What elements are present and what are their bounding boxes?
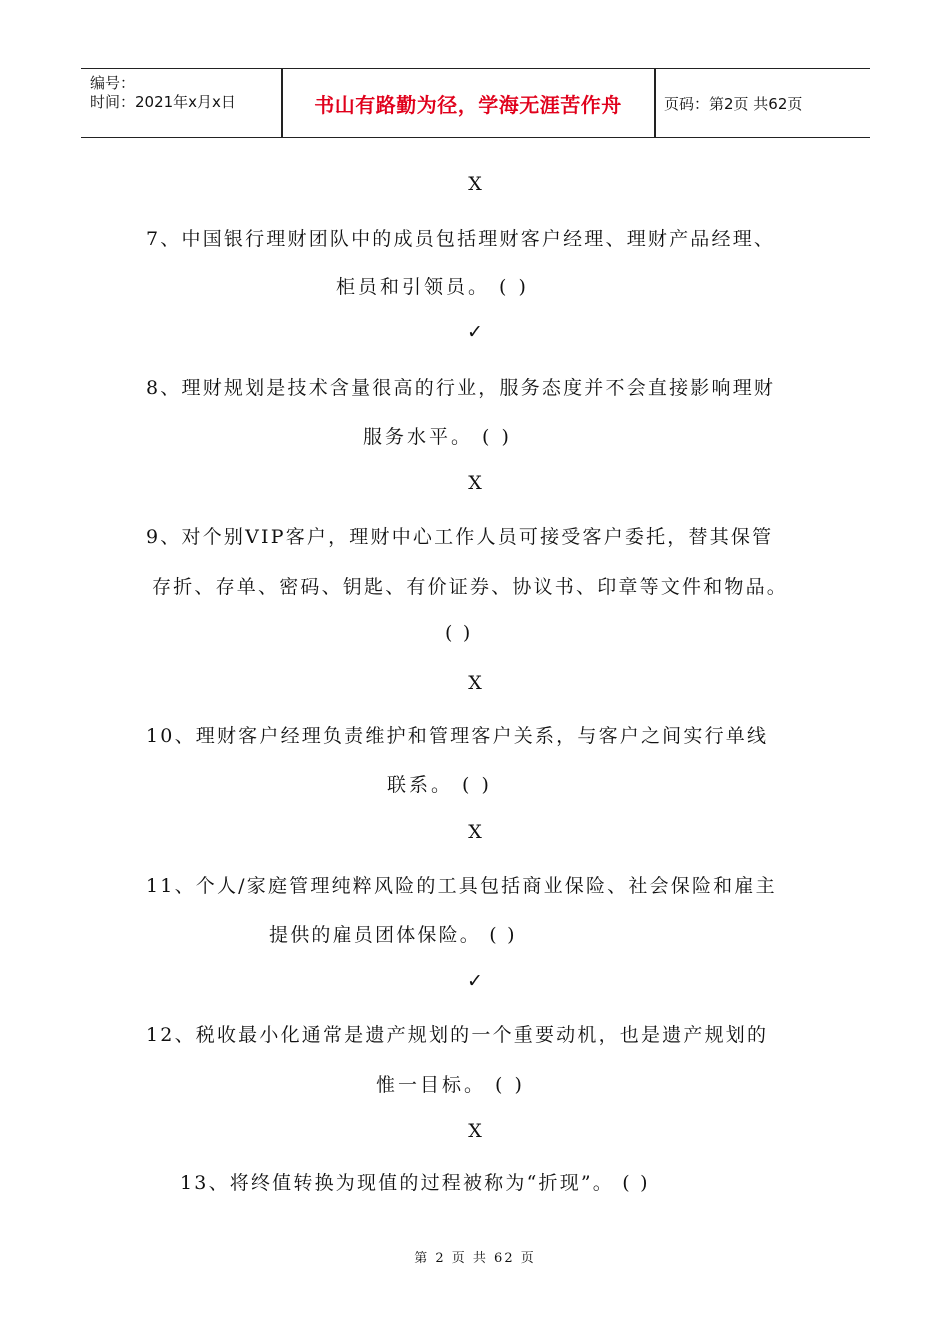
question-text: 13、将终值转换为现值的过程被称为“折现”。 ( ) [180, 1172, 650, 1194]
time-label: 时间：2021年x月x日 [90, 93, 236, 111]
question-text: 7、中国银行理财团队中的成员包括理财客户经理、理财产品经理、 [146, 228, 776, 250]
question-text: 存折、存单、密码、钥匙、有价证券、协议书、印章等文件和物品。 [152, 576, 789, 598]
question-text: 8、理财规划是技术含量很高的行业，服务态度并不会直接影响理财 [146, 377, 776, 399]
answer-mark: ✓ [467, 970, 483, 992]
question-text: 11、个人/家庭管理纯粹风险的工具包括商业保险、社会保险和雇主 [146, 875, 777, 897]
answer-mark: ✓ [467, 321, 483, 343]
number-label: 编号： [90, 74, 136, 92]
answer-mark: X [468, 821, 482, 843]
answer-mark: X [468, 672, 482, 694]
answer-mark: X [468, 1120, 482, 1142]
header-motto: 书山有路勤为径，学海无涯苦作舟 [314, 92, 622, 117]
answer-mark: X [468, 173, 482, 195]
question-text: 柜员和引领员。 ( ) [336, 276, 529, 298]
answer-mark: X [468, 472, 482, 494]
question-text: 提供的雇员团体保险。 ( ) [269, 924, 517, 946]
header-meta [81, 69, 281, 137]
header-page-info: 页码：第2页 共62页 [664, 94, 803, 113]
question-text: 服务水平。 ( ) [363, 426, 512, 448]
question-text: 联系。 ( ) [387, 774, 492, 796]
question-text: 惟一目标。 ( ) [376, 1074, 525, 1096]
question-text: 10、理财客户经理负责维护和管理客户关系，与客户之间实行单线 [146, 725, 769, 747]
header-table [81, 68, 870, 138]
question-text: ( ) [445, 622, 473, 644]
page-footer: 第 2 页 共 62 页 [414, 1251, 536, 1266]
header-divider [654, 69, 656, 137]
question-text: 9、对个别VIP客户，理财中心工作人员可接受客户委托，替其保管 [146, 526, 774, 548]
question-text: 12、税收最小化通常是遗产规划的一个重要动机，也是遗产规划的 [146, 1024, 769, 1046]
